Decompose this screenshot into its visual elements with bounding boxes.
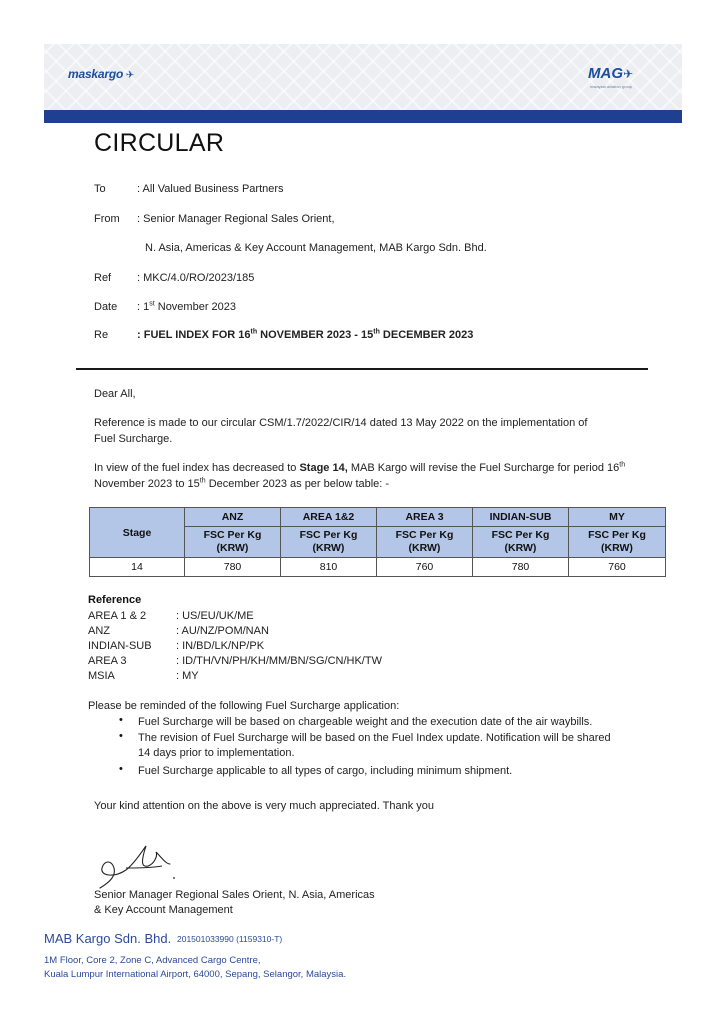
bullet-item-2-line-1: The revision of Fuel Surcharge will be based on the Fuel Index update. Notification will be shared	[138, 732, 611, 744]
fsc-value-my: 760	[569, 558, 666, 577]
area-header-indian-sub: INDIAN-SUB	[473, 508, 569, 527]
footer-registration: 201501033990 (1159310-T)	[177, 934, 283, 944]
header-divider	[76, 368, 648, 370]
stage-value: 14	[90, 558, 185, 577]
bullet-icon: •	[119, 763, 123, 775]
reference-code: AREA 3	[88, 655, 127, 667]
unit-header: FSC Per Kg (KRW)	[185, 526, 281, 557]
date-value: : 1st November 2023	[137, 300, 237, 313]
re-label: Re	[94, 329, 109, 341]
reference-value: : AU/NZ/POM/NAN	[176, 625, 269, 637]
greeting: Dear All,	[94, 388, 136, 400]
signature-image	[96, 838, 186, 894]
footer-company-name: MAB Kargo Sdn. Bhd.	[44, 931, 172, 946]
mag-logo-tagline: malaysia aviation group	[590, 84, 633, 89]
signatory-title-line-2: & Key Account Management	[94, 904, 233, 916]
footer-address-line-2: Kuala Lumpur International Airport, 64000, Sepang, Selangor, Malaysia.	[44, 969, 347, 980]
area-header-anz: ANZ	[185, 508, 281, 527]
reference-code: MSIA	[88, 670, 115, 682]
maskargo-logo: maskargo ✈	[68, 67, 134, 81]
paragraph-2-line-2: November 2023 to 15th December 2023 as per below table: -	[94, 477, 390, 490]
reference-value: : IN/BD/LK/NP/PK	[176, 640, 265, 652]
fsc-value-area-1-2: 810	[281, 558, 377, 577]
bullet-item-1: Fuel Surcharge will be based on chargeable weight and the execution date of the air waybills.	[138, 716, 593, 728]
area-header-area-1-2: AREA 1&2	[281, 508, 377, 527]
from-label: From	[94, 213, 120, 225]
reference-value: : MY	[176, 670, 199, 682]
reference-code: ANZ	[88, 625, 110, 637]
reference-title: Reference	[88, 594, 142, 606]
page-title: CIRCULAR	[94, 129, 225, 157]
reference-code: AREA 1 & 2	[88, 610, 147, 622]
fsc-value-area-3: 760	[377, 558, 473, 577]
re-value: : FUEL INDEX FOR 16th NOVEMBER 2023 - 15th DECEMBER 2023	[137, 328, 474, 341]
bullet-icon: •	[119, 730, 123, 742]
ref-value: : MKC/4.0/RO/2023/185	[137, 272, 255, 284]
unit-header: FSC Per Kg (KRW)	[377, 526, 473, 557]
paragraph-1-line-1: Reference is made to our circular CSM/1.7/2022/CIR/14 dated 13 May 2022 on the implementation of	[94, 417, 588, 429]
bullet-item-3: Fuel Surcharge applicable to all types of cargo, including minimum shipment.	[138, 765, 513, 777]
application-intro: Please be reminded of the following Fuel Surcharge application:	[88, 700, 400, 712]
from-value-continued: N. Asia, Americas & Key Account Management, MAB Kargo Sdn. Bhd.	[145, 242, 487, 254]
reference-value: : ID/TH/VN/PH/KH/MM/BN/SG/CN/HK/TW	[176, 655, 382, 667]
mag-logo: MAG✈	[588, 65, 634, 82]
stage-header: Stage	[90, 508, 185, 558]
paragraph-2-line-1: In view of the fuel index has decreased to Stage 14, MAB Kargo will revise the Fuel Surcharge for period 16th	[94, 461, 626, 474]
closing-line: Your kind attention on the above is very much appreciated. Thank you	[94, 800, 434, 812]
area-header-area-3: AREA 3	[377, 508, 473, 527]
from-value: : Senior Manager Regional Sales Orient,	[137, 213, 335, 225]
bullet-item-2-line-2: 14 days prior to implementation.	[138, 747, 295, 759]
to-label: To	[94, 183, 106, 195]
fsc-value-anz: 780	[185, 558, 281, 577]
date-label: Date	[94, 301, 118, 313]
fsc-value-indian-sub: 780	[473, 558, 569, 577]
to-value: : All Valued Business Partners	[137, 183, 284, 195]
bullet-icon: •	[119, 714, 123, 726]
signatory-title-line-1: Senior Manager Regional Sales Orient, N. Asia, Americas	[94, 889, 375, 901]
ref-label: Ref	[94, 272, 112, 284]
reference-code: INDIAN-SUB	[88, 640, 152, 652]
unit-header: FSC Per Kg (KRW)	[569, 526, 666, 557]
unit-header: FSC Per Kg (KRW)	[473, 526, 569, 557]
fuel-surcharge-table	[89, 507, 666, 577]
unit-header: FSC Per Kg (KRW)	[281, 526, 377, 557]
footer-address-line-1: 1M Floor, Core 2, Zone C, Advanced Cargo Centre,	[44, 955, 261, 966]
area-header-my: MY	[569, 508, 666, 527]
letterhead-band	[44, 44, 682, 110]
reference-value: : US/EU/UK/ME	[176, 610, 254, 622]
letterhead-bar	[44, 110, 682, 123]
paragraph-1-line-2: Fuel Surcharge.	[94, 433, 173, 445]
